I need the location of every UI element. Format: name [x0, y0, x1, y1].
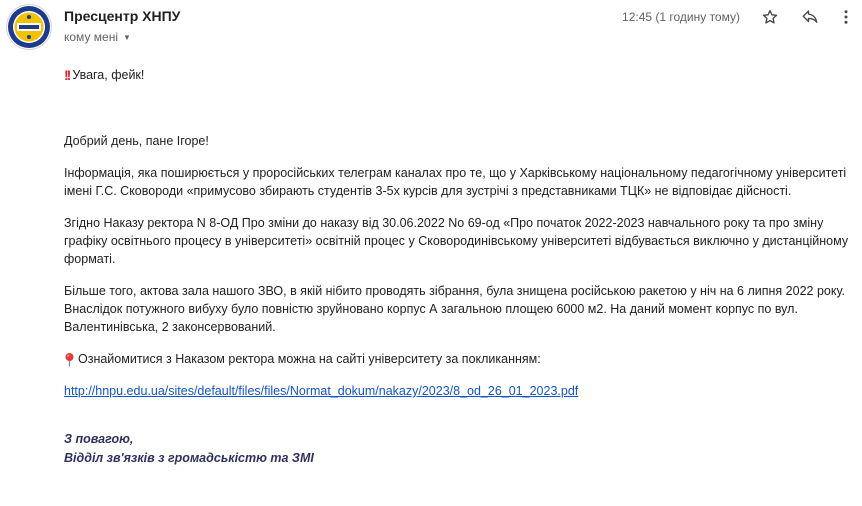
signature — [64, 430, 860, 468]
greeting: Добрий день, пане Ігоре! — [64, 134, 209, 148]
signature-line-2: Відділ зв'язків з громадськістю та ЗМІ — [64, 451, 314, 465]
university-logo-icon — [7, 5, 51, 49]
round-pushpin-icon — [64, 352, 77, 367]
reply-icon — [801, 8, 819, 26]
warning-line — [64, 66, 860, 84]
paragraph-1: Інформація, яка поширюється у проросійських телеграм каналах про те, що у Харківському національному педагогічному університеті імені Г.С. Сковороди «примусово збирають студентів 3-5х курсів для зустрічі з представниками ТЦК» не відповідає дійсності. — [64, 166, 847, 198]
sender-avatar[interactable] — [6, 4, 52, 50]
order-link[interactable]: http://hnpu.edu.ua/sites/default/files/files/Normat_dokum/nakazy/2023/8_od_26_01_2023.pdf — [64, 384, 579, 398]
recipient-details-toggle[interactable] — [64, 30, 131, 44]
link-intro-line — [64, 350, 860, 368]
warning-text: Увага, фейк! — [72, 68, 145, 82]
reply-button[interactable] — [797, 4, 823, 30]
more-vertical-icon — [837, 8, 855, 26]
order-link-line — [64, 382, 860, 400]
message-timestamp: 12:45 (1 годину тому) — [622, 10, 740, 24]
sender-name[interactable]: Пресцентр ХНПУ — [64, 8, 181, 24]
link-intro-text: Ознайомитися з Наказом ректора можна на сайті університету за покликанням: — [78, 352, 541, 366]
double-exclamation-icon: !! — [64, 67, 70, 83]
signature-line-1: З повагою, — [64, 432, 134, 446]
recipient-label: кому мені — [64, 30, 118, 44]
message-body — [64, 66, 860, 468]
star-button[interactable] — [757, 4, 783, 30]
star-icon — [761, 8, 779, 26]
paragraph-3: Більше того, актова зала нашого ЗВО, в якій нібито проводять зібрання, була знищена російською ракетою у ніч на 6 липня 2022 року. Внаслідок потужного вибуху було повністю зруйновано корпус А загальною площею 6000 м2. На даний момент корпус по вул. Валентинівська, 2 законсервований. — [64, 284, 845, 334]
caret-down-icon: ▼ — [123, 32, 131, 42]
paragraph-2: Згідно Наказу ректора N 8-ОД Про зміни до наказу від 30.06.2022 No 69-од «Про початок 2022-2023 навчального року та про зміну графіку освітнього процесу в університеті» освітній процес у Сковородинівському університеті відбувається виключно у дистанційному форматі. — [64, 216, 849, 266]
more-options-button[interactable] — [833, 4, 859, 30]
